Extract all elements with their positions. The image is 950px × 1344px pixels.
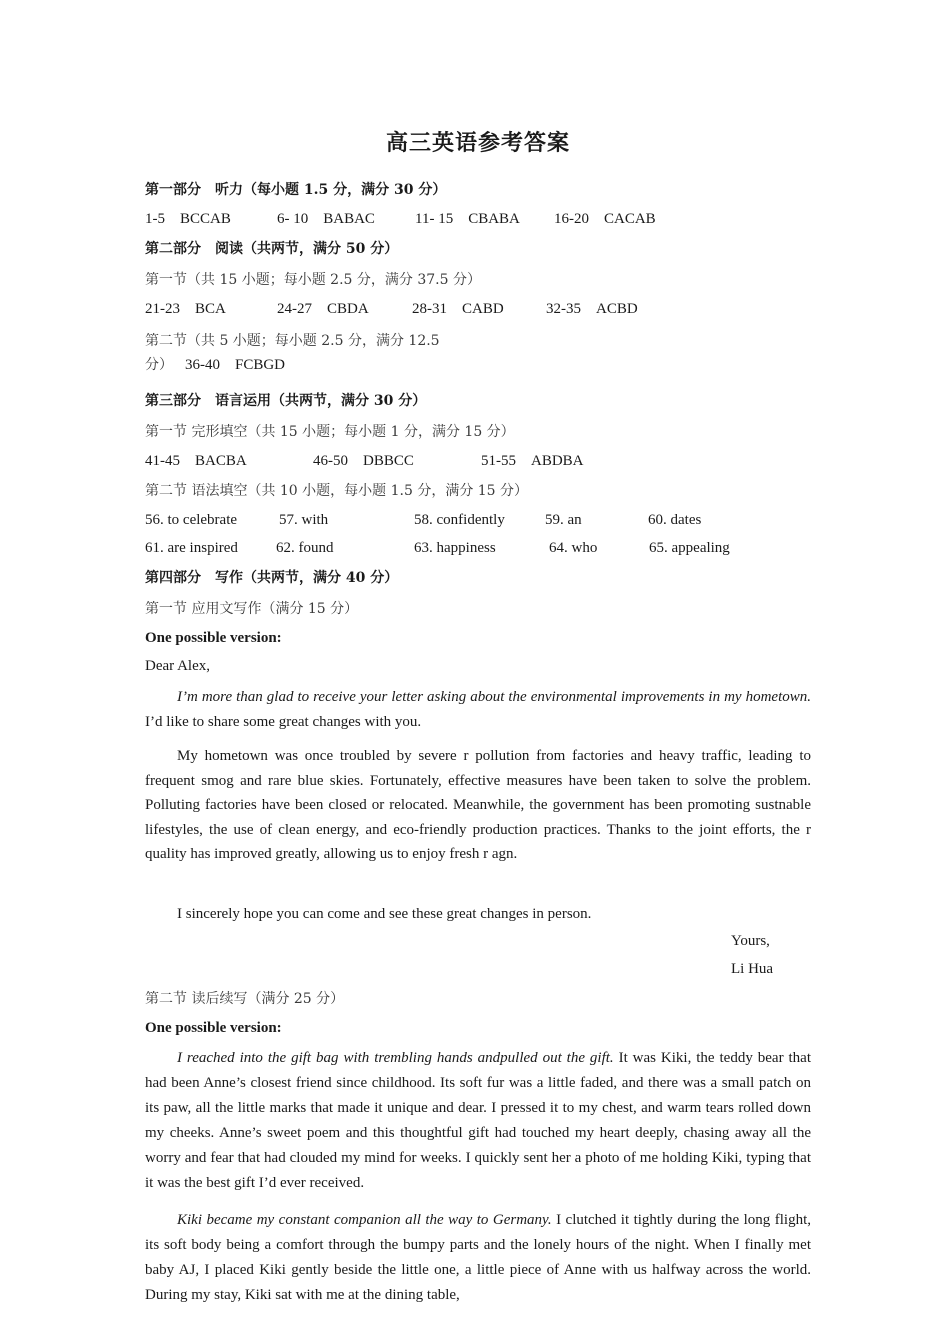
grammar-answer: 58. confidently (414, 512, 505, 528)
answer-group: 36-40 FCBGD (185, 357, 286, 373)
grammar-answer: 63. happiness (414, 540, 496, 556)
grammar-answer: 61. are inspired (145, 540, 238, 556)
grammar-answer: 57. with (279, 512, 329, 528)
answer-group: 32-35 ACBD (546, 301, 638, 317)
continuation-paragraph-1-rest: It was Kiki, the teddy bear that had been Anne’s closest friend since childhood. Its soft fur was a little faded, and there was a small patch on its paw, all the little marks that made it unique and dear. I pressed it to my chest, and warm tears rolled down my cheeks. Anne’s sweet poem and this thoughtful gift had touched my heart deeply, chasing away all the worry and fear that had clouded my mind for weeks. I quickly sent her a photo of me holding Kiki, typing that it was the best gift I’d ever received. (145, 1050, 811, 1191)
grammar-answer: 60. dates (648, 512, 702, 528)
letter-signature: Li Hua (731, 961, 774, 977)
grammar-answer-row-2 (145, 538, 811, 558)
part2-section2-answer-row (145, 355, 811, 375)
answer-group: 11- 15 CBABA (415, 211, 520, 227)
answer-group: 16-20 CACAB (554, 211, 656, 227)
letter-opening-sentence: I’m more than glad to receive your letter asking about the environmental improvements in my hometown. (177, 689, 811, 705)
part1-header: 第一部分 听力（每小题 1.5 分，满分 30 分） (145, 182, 447, 198)
grammar-answer: 64. who (549, 540, 598, 556)
letter-paragraph-1-rest: I’d like to share some great changes with you. (145, 713, 422, 730)
answer-group: 41-45 BACBA (145, 453, 247, 469)
continuation-opening-sentence-1: I reached into the gift bag with trembling hands andpulled out the gift. (177, 1050, 614, 1066)
letter-paragraph-1 (145, 685, 811, 734)
grammar-answer: 56. to celebrate (145, 512, 238, 528)
answer-group: 6- 10 BABAC (277, 211, 375, 227)
answer-group: 28-31 CABD (412, 301, 504, 317)
answer-group: 46-50 DBBCC (313, 453, 414, 469)
letter-paragraph-2: My hometown was once troubled by severe r pollution from factories and heavy traffic, leading to frequent smog and rare blue skies. Fortunately, effective measures have been taken to solve the problem. Polluting factories have been closed or relocated. Meanwhile, the government has been promoting sustnable lifestyles, the use of clean energy, and eco-friendly production practices. Thanks to the joint efforts, the r quality has improved greatly, allowing us to enjoy fresh r agn. (145, 748, 811, 862)
grammar-answer-row-1 (145, 510, 811, 530)
answer-group: 51-55 ABDBA (481, 453, 584, 469)
part2-section2-label: 第二节（共 5 小题；每小题 2.5 分，满分 12.5 (145, 333, 440, 349)
version-label-2: One possible version: (145, 1020, 282, 1036)
page-title: 高三英语参考答案 (385, 130, 570, 156)
part3-section1-label: 第一节 完形填空（共 15 小题；每小题 1 分，满分 15 分） (145, 424, 515, 440)
part4-header: 第四部分 写作（共两节，满分 40 分） (145, 570, 399, 586)
answer-group: 1-5 BCCAB (145, 211, 231, 227)
part2-section2-label-cont: 分） (145, 357, 173, 373)
part1-answer-row (145, 209, 811, 229)
grammar-answer: 65. appealing (649, 540, 730, 556)
part2-section1-answer-row (145, 299, 811, 319)
letter-closing: Yours, (731, 933, 770, 949)
continuation-paragraph-1 (145, 1046, 811, 1196)
part2-section1-label: 第一节（共 15 小题；每小题 2.5 分，满分 37.5 分） (145, 272, 481, 288)
continuation-paragraph-2 (145, 1208, 811, 1308)
part3-section2-label: 第二节 语法填空（共 10 小题，每小题 1.5 分，满分 15 分） (145, 483, 529, 499)
continuation-paragraph-2-rest: I clutched it tightly during the long flight, its soft body being a comfort through the bumpy parts and the lonely hours of the night. When I finally met baby AJ, I placed Kiki gently beside the little one, a little piece of Anne with us halfway across the world. During my stay, Kiki sat with me at the dining table, (145, 1212, 811, 1303)
part2-header: 第二部分 阅读（共两节，满分 50 分） (145, 241, 399, 257)
letter-greeting: Dear Alex, (145, 658, 210, 674)
continuation-opening-sentence-2: Kiki became my constant companion all the way to Germany. (177, 1212, 552, 1228)
part4-section2-label: 第二节 读后续写（满分 25 分） (145, 991, 345, 1007)
grammar-answer: 62. found (276, 540, 334, 556)
version-label: One possible version: (145, 630, 282, 646)
grammar-answer: 59. an (545, 512, 582, 528)
answer-group: 24-27 CBDA (277, 301, 369, 317)
part3-header: 第三部分 语言运用（共两节，满分 30 分） (145, 393, 427, 409)
part3-section1-answer-row (145, 451, 811, 471)
part4-section1-label: 第一节 应用文写作（满分 15 分） (145, 601, 359, 617)
answer-group: 21-23 BCA (145, 301, 226, 317)
letter-paragraph-3: I sincerely hope you can come and see these great changes in person. (177, 906, 592, 922)
